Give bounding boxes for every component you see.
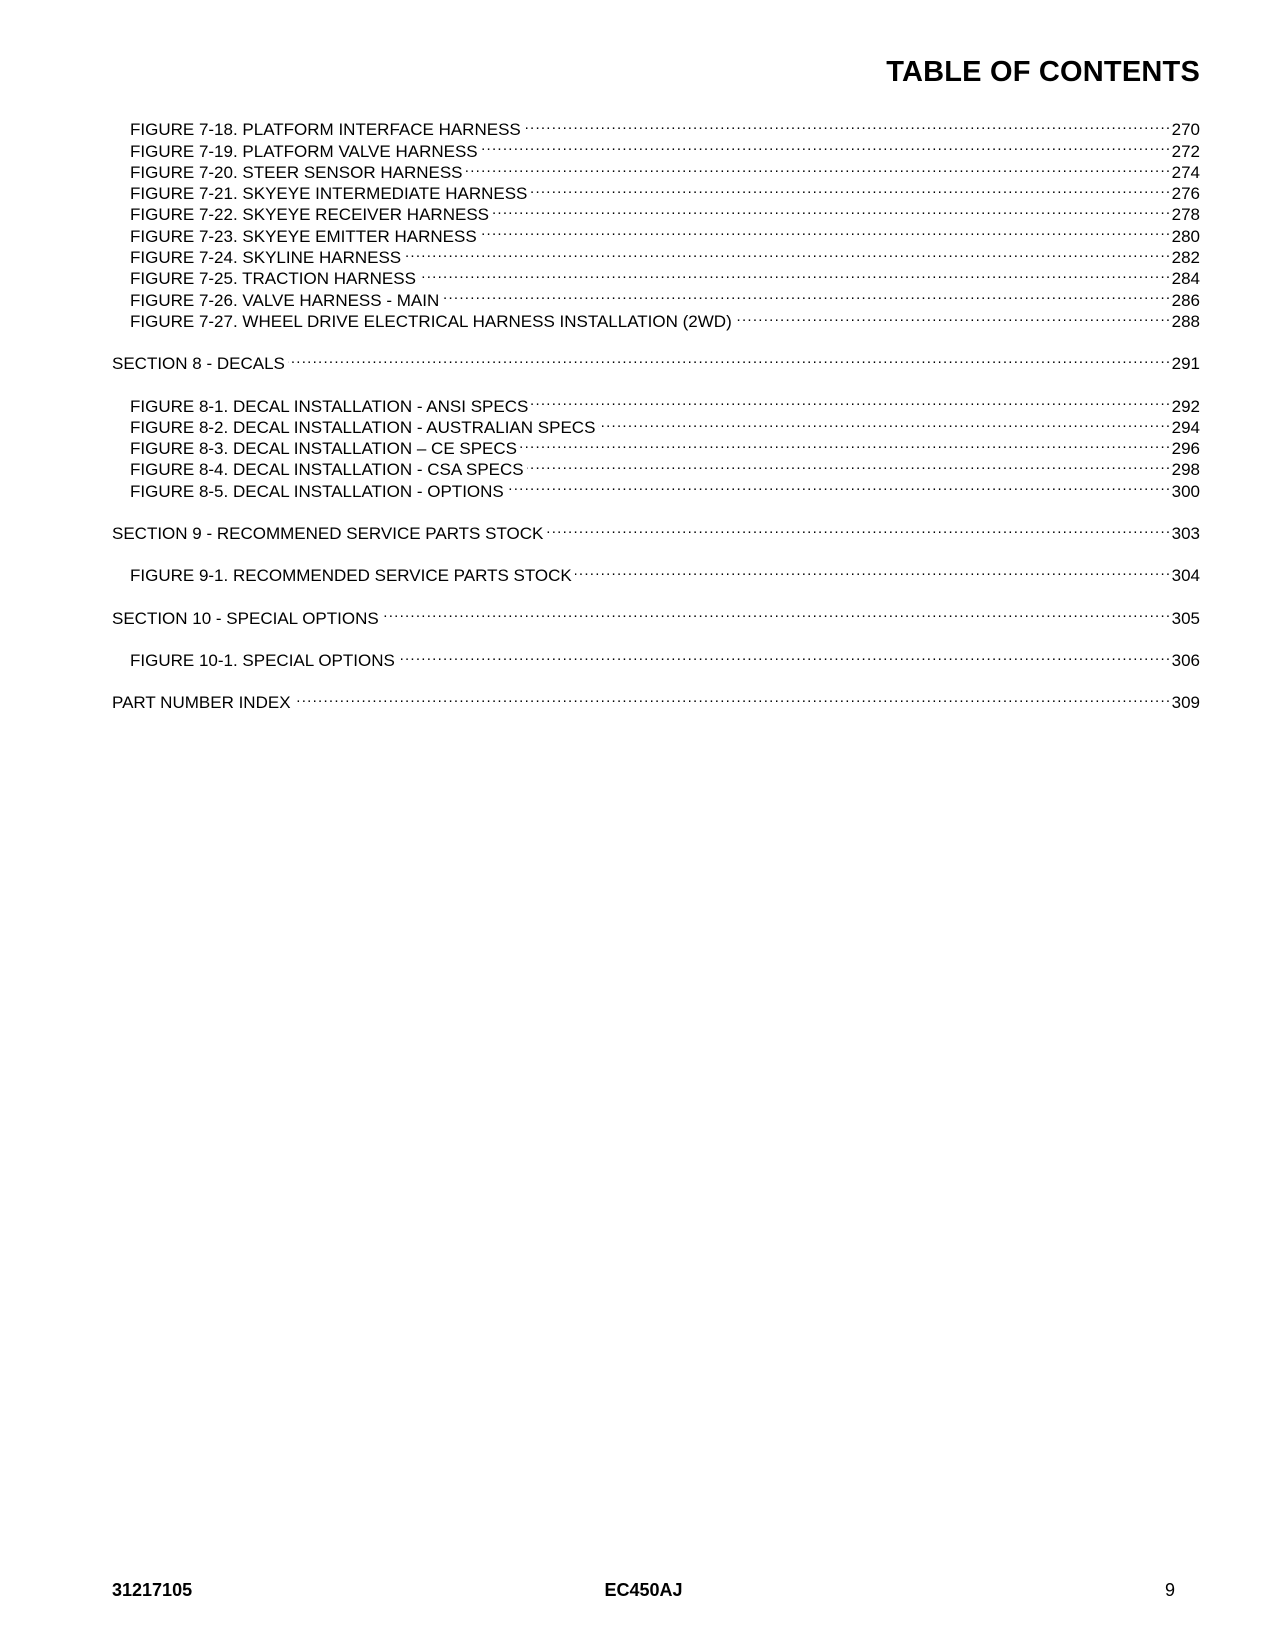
toc-entry-label: SECTION 9 - RECOMMENED SERVICE PARTS STOCK [112, 524, 544, 544]
toc-entry-label: FIGURE 8-3. DECAL INSTALLATION – CE SPECS [130, 439, 518, 459]
dot-leader [404, 242, 1168, 263]
toc-entry-label: FIGURE 7-23. SKYEYE EMITTER HARNESS [130, 226, 477, 246]
toc-entry[interactable] [112, 390, 1200, 416]
toc-entry-page: 300 [1171, 481, 1200, 501]
page-number: 9 [1164, 1580, 1175, 1600]
toc-group-section-10 [112, 602, 1200, 628]
toc-entry-page: 305 [1171, 608, 1200, 628]
toc-entry-page: 278 [1171, 205, 1200, 225]
dot-leader [294, 687, 1169, 708]
toc-entry-label: FIGURE 7-18. PLATFORM INTERFACE HARNESS [130, 120, 521, 140]
toc-entry[interactable] [112, 560, 1200, 586]
toc-entry-label: FIGURE 7-19. PLATFORM VALVE HARNESS [130, 141, 478, 161]
toc-section-entry[interactable] [112, 348, 1200, 374]
dot-leader [382, 602, 1169, 623]
dot-leader [530, 178, 1168, 199]
toc-entry-label: SECTION 10 - SPECIAL OPTIONS [112, 608, 379, 628]
toc-entry-page: 296 [1171, 439, 1200, 459]
toc-entry-page: 306 [1171, 650, 1200, 670]
toc-group-figures-9 [112, 560, 1200, 586]
dot-leader [575, 560, 1169, 581]
toc-entry-label: FIGURE 8-5. DECAL INSTALLATION - OPTIONS [130, 481, 504, 501]
dot-leader [442, 284, 1168, 305]
toc-entry-page: 304 [1171, 566, 1200, 586]
toc-entry-label: FIGURE 7-22. SKYEYE RECEIVER HARNESS [130, 205, 489, 225]
toc-group-index [112, 687, 1200, 713]
toc-section-entry[interactable] [112, 602, 1200, 628]
toc-entry-label: FIGURE 8-4. DECAL INSTALLATION - CSA SPECS [130, 460, 524, 480]
toc-group-figures-7 [112, 114, 1200, 331]
toc-entry-page: 272 [1171, 141, 1200, 161]
toc-group-figures-8 [112, 390, 1200, 501]
dot-leader [520, 433, 1169, 454]
dot-leader [398, 645, 1169, 666]
dot-leader [531, 390, 1168, 411]
toc-entry-page: 286 [1171, 290, 1200, 310]
toc-section-entry[interactable] [112, 518, 1200, 544]
dot-leader [288, 348, 1169, 369]
toc-entry-label: FIGURE 10-1. SPECIAL OPTIONS [130, 650, 395, 670]
document-number: 31217105 [112, 1580, 193, 1600]
dot-leader [480, 220, 1169, 241]
page-footer [112, 1580, 1175, 1604]
toc-entry-label: FIGURE 7-27. WHEEL DRIVE ELECTRICAL HARNESS INSTALLATION (2WD) [130, 311, 732, 331]
toc-entry-label: FIGURE 7-20. STEER SENSOR HARNESS [130, 162, 463, 182]
dot-leader [507, 475, 1169, 496]
toc-entry-label: PART NUMBER INDEX [112, 693, 291, 713]
toc-entry-page: 276 [1171, 184, 1200, 204]
toc-entry-page: 291 [1171, 354, 1200, 374]
toc-entry-label: FIGURE 9-1. RECOMMENDED SERVICE PARTS STOCK [130, 566, 572, 586]
toc-group-section-8 [112, 348, 1200, 374]
table-of-contents [112, 114, 1200, 729]
toc-entry-page: 282 [1171, 248, 1200, 268]
toc-entry-label: FIGURE 7-25. TRACTION HARNESS [130, 269, 416, 289]
dot-leader [419, 263, 1169, 284]
model-name: EC450AJ [604, 1580, 683, 1600]
toc-group-section-9 [112, 518, 1200, 544]
dot-leader [466, 157, 1169, 178]
toc-entry-page: 309 [1171, 693, 1200, 713]
toc-entry-page: 303 [1171, 524, 1200, 544]
toc-entry-label: FIGURE 8-1. DECAL INSTALLATION - ANSI SPECS [130, 396, 529, 416]
dot-leader [492, 199, 1169, 220]
dot-leader [735, 306, 1169, 327]
toc-entry-page: 274 [1171, 162, 1200, 182]
dot-leader [524, 114, 1169, 135]
toc-entry-label: FIGURE 8-2. DECAL INSTALLATION - AUSTRALIAN SPECS [130, 417, 596, 437]
dot-leader [598, 412, 1168, 433]
toc-entry-page: 284 [1171, 269, 1200, 289]
toc-section-entry[interactable] [112, 687, 1200, 713]
toc-entry-page: 294 [1171, 417, 1200, 437]
dot-leader [546, 518, 1168, 539]
dot-leader [481, 135, 1169, 156]
toc-entry-label: SECTION 8 - DECALS [112, 354, 285, 374]
toc-entry-page: 298 [1171, 460, 1200, 480]
toc-entry[interactable] [112, 114, 1200, 140]
page-title: TABLE OF CONTENTS [886, 56, 1200, 88]
toc-entry-page: 292 [1171, 396, 1200, 416]
toc-entry-page: 270 [1171, 120, 1200, 140]
toc-entry-label: FIGURE 7-21. SKYEYE INTERMEDIATE HARNESS [130, 184, 528, 204]
toc-group-figures-10 [112, 645, 1200, 670]
toc-entry-label: FIGURE 7-26. VALVE HARNESS - MAIN [130, 290, 440, 310]
toc-entry[interactable] [112, 645, 1200, 670]
toc-entry-label: FIGURE 7-24. SKYLINE HARNESS [130, 248, 402, 268]
toc-entry-page: 288 [1171, 311, 1200, 331]
dot-leader [527, 454, 1169, 475]
toc-entry-page: 280 [1171, 226, 1200, 246]
